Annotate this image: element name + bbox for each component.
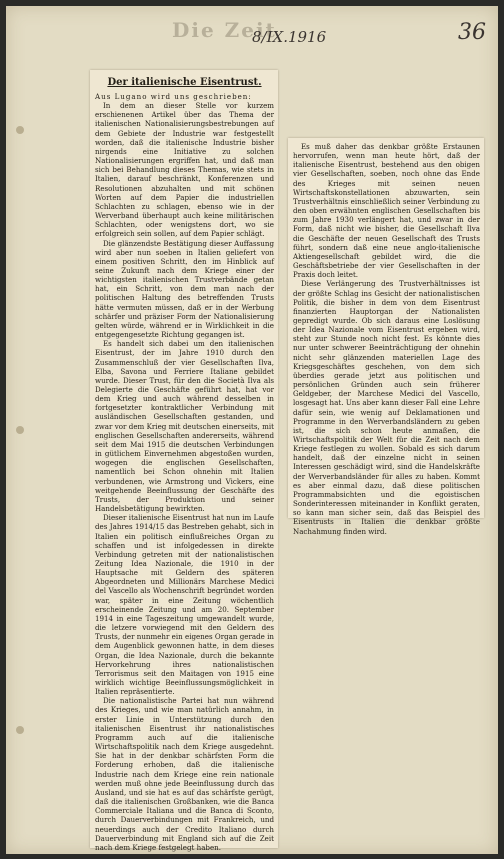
article-paragraph: Es handelt sich dabei um den italienischen Eisentrust, der im Jahre 1910 durch den Zusammenschluß der vier Gesellschaften Ilva, Elba, Savona und Ferriere Italiane gebildet wurde. Dieser Trust, für den die Società Ilva als Delegierte die Geschäfte geführt hat, hat vor dem Krieg und auch während desselben in fortgesetzter kontraktlicher Verbindung mit ausländischen Gesellschaften gestanden, und zwar vor dem Krieg mit deutschen einerseits, mit englischen Gesellschaften andererseits, während seit dem Mai 1915 die deutschen Verbindungen in gütlichem Einvernehmen abgestoßen wurden, wogegen die englischen Gesellschaften, namentlich bei Schon ohnehin mit Italien verbundenen, wie Armstrong und Vickers, eine weitgehende Beeinflussung der Geschäfte des Trusts, der Produktion und seiner Handelsbetätigung bewirkten. (95, 339, 274, 514)
binding-holes (16, 6, 28, 854)
newspaper-clipping-right (288, 138, 484, 536)
article-paragraph: Dieser italienische Eisentrust hat nun im Laufe des Jahres 1914/15 das Bestreben gehabt, sich in Italien ein politisch einflußreiches Organ zu schaffen und ist infolgedessen in direkte Verbindung getreten mit der nationalistischen Zeitung Idea Nazionale, die 1910 in der Hauptsache mit Geldern des späteren Abgeordneten und Millionärs Marchese Medici del Vascello als Wochenschrift begründet worden war, später in eine Zeitung wöchentlich erscheinende Zeitung und am 20. September 1914 in eine Tageszeitung umgewandelt wurde, die letzere vorwiegend mit den Geldern des Trusts, der nunmehr ein eigenes Organ gerade in dem Augenblick gewonnen hatte, in dem dieses Organ, die Idea Nazionale, durch die bekannte Hervorkehrung ihres nationalistischen Terrorismus seit den Maitagen von 1915 eine wirklich wichtige Beeinflussungsmöglichkeit in Italien repräsentierte. (95, 513, 274, 697)
binding-hole (16, 726, 24, 734)
article-paragraph: Aus Lugano wird uns geschrieben: (95, 92, 252, 101)
article-title: Der italienische Eisentrust. (107, 77, 262, 88)
archive-page (6, 6, 498, 854)
article-paragraph: Diese Verlängerung des Trustverhältnisses ist der größte Schlag ins Gesicht der nationalistischen Politik, die bisher in dem von dem Eisentrust finanzierten Hauptorgan der Nationalisten gepredigt wurde. Ob sich daraus eine Loslösung der Idea Nazionale vom Eisentrust ergeben wird, steht zur Stunde noch nicht fest. Es könnte dies nur unter schwerer Beeinträchtigung der ohnehin nicht sehr glänzenden materiellen Lage des Kriegsgeschäftes geschehen, von dem sich überdies gerade jetzt aus politischen und persönlichen Gründen auch sein früherer Geldgeber, der Marchese Medici del Vascello, losgesagt hat. Uns aber kann dieser Fall eine Lehre dafür sein, wie wenig auf Deklamationen und Programme in den Werverbandsländern zu geben ist, die sich schon heute anmaßen, die Wirtschaftspolitik der Welt für die Zeit nach dem Kriege festlegen zu wollen. Sobald es sich darum handelt, daß der einzelne nicht in seinen Interessen geschädigt wird, sind die Handelskräfte der Werverbandsländer für alles zu haben. Kommt es aber einmal dazu, daß diese politischen Programmabsichten und die egoistischen Sonderinteressen miteinander in Konflikt geraten, so kann man sicher sein, daß das Beispiel des Eisentrusts in Italien die denkbar größte Nachahmung finden wird. (293, 279, 480, 536)
article-paragraph: Die nationalistische Partei hat nun während des Krieges, und wie man natürlich annahm, in erster Linie in Unterstützung durch den italienischen Eisentrust ihr nationalistisches Programm auch auf die italienische Wirtschaftspolitik nach dem Kriege ausgedehnt. Sie hat in der denkbar schärfsten Form die Forderung erhoben, daß die italienische Industrie nach dem Kriege eine rein nationale werden muß ohne jede Beeinflussung durch das Ausland, und sie hat es auf das schärfste gerügt, daß die italienischen Großbanken, wie die Banca Commerciale Italiana und die Banca di Sconto, durch Dauerverbindungen mit Frankreich, und neuerdings auch der Credito Italiano durch Dauerverbindung mit England sich auf die Zeit nach dem Kriege festgelegt haben. (95, 696, 274, 852)
newspaper-clipping-left (90, 70, 278, 852)
newspaper-masthead: Die Zeit (172, 18, 277, 42)
article-paragraph: In dem an dieser Stelle vor kurzem erschienenen Artikel über das Thema der italienischen Nationalisierungsbestrebungen auf dem Gebiete der Industrie war festgestellt worden, daß die italienische Industrie bisher nirgends eine Initiative zu solchen Nationalisierungen ergriffen hat, und daß man sich bei Behandlung dieses Themas, wie stets in Italien, darauf beschränkt, Konferenzen und Resolutionen abzuhalten und mit schönen Worten auf dem Papier die industriellen Schlachten zu schlagen, ebenso wie in der Werverband überhaupt auch keine militärischen Schlachten, oder wenigstens dort, wo sie erfolgreich sein sollen, auf dem Papier schlägt. (95, 101, 274, 239)
handwritten-date: 8/IX.1916 (252, 28, 327, 46)
article-paragraph: Die glänzendste Bestätigung dieser Auffassung wird aber nun soeben in Italien geliefert von einem positiven Schritt, den im Hinblick auf seine Zukunft nach dem Kriege einer der wichtigsten italienischen Trustverbände getan hat, ein Schritt, von dem man nach der politischen Haltung des betreffenden Trusts hätte vermuten müssen, daß er in der Werbung schärfer und präziser Form der Nationalisierung gelten würde, während er in Wirklichkeit in die entgegengesetzte Richtung gegangen ist. (95, 238, 274, 340)
binding-hole (16, 126, 24, 134)
handwritten-page-number: 36 (458, 20, 486, 45)
article-paragraph: Es muß daher das denkbar größte Erstaunen hervorrufen, wenn man heute hört, daß der italienische Eisentrust, bestehend aus den obigen vier Gesellschaften, soeben, noch ohne das Ende des Krieges mit seinen neuen Wirtschaftskonstellationen abzuwarten, sein Trustverhältnis einschließlich seiner Verbindung zu den oben erwähnten englischen Gesellschaften bis zum Jahre 1930 verlängert hat, und zwar in der Form, daß nicht wie bisher, die Gesellschaft Ilva die Geschäfte der neuen Gesellschaft des Trusts führt, sondern daß eine neue anglo-italienische Aktiengesellschaft gebildet wird, die die Geschäftsbetriebe der vier Gesellschaften in der Praxis doch leitet. (293, 142, 480, 280)
binding-hole (16, 426, 24, 434)
